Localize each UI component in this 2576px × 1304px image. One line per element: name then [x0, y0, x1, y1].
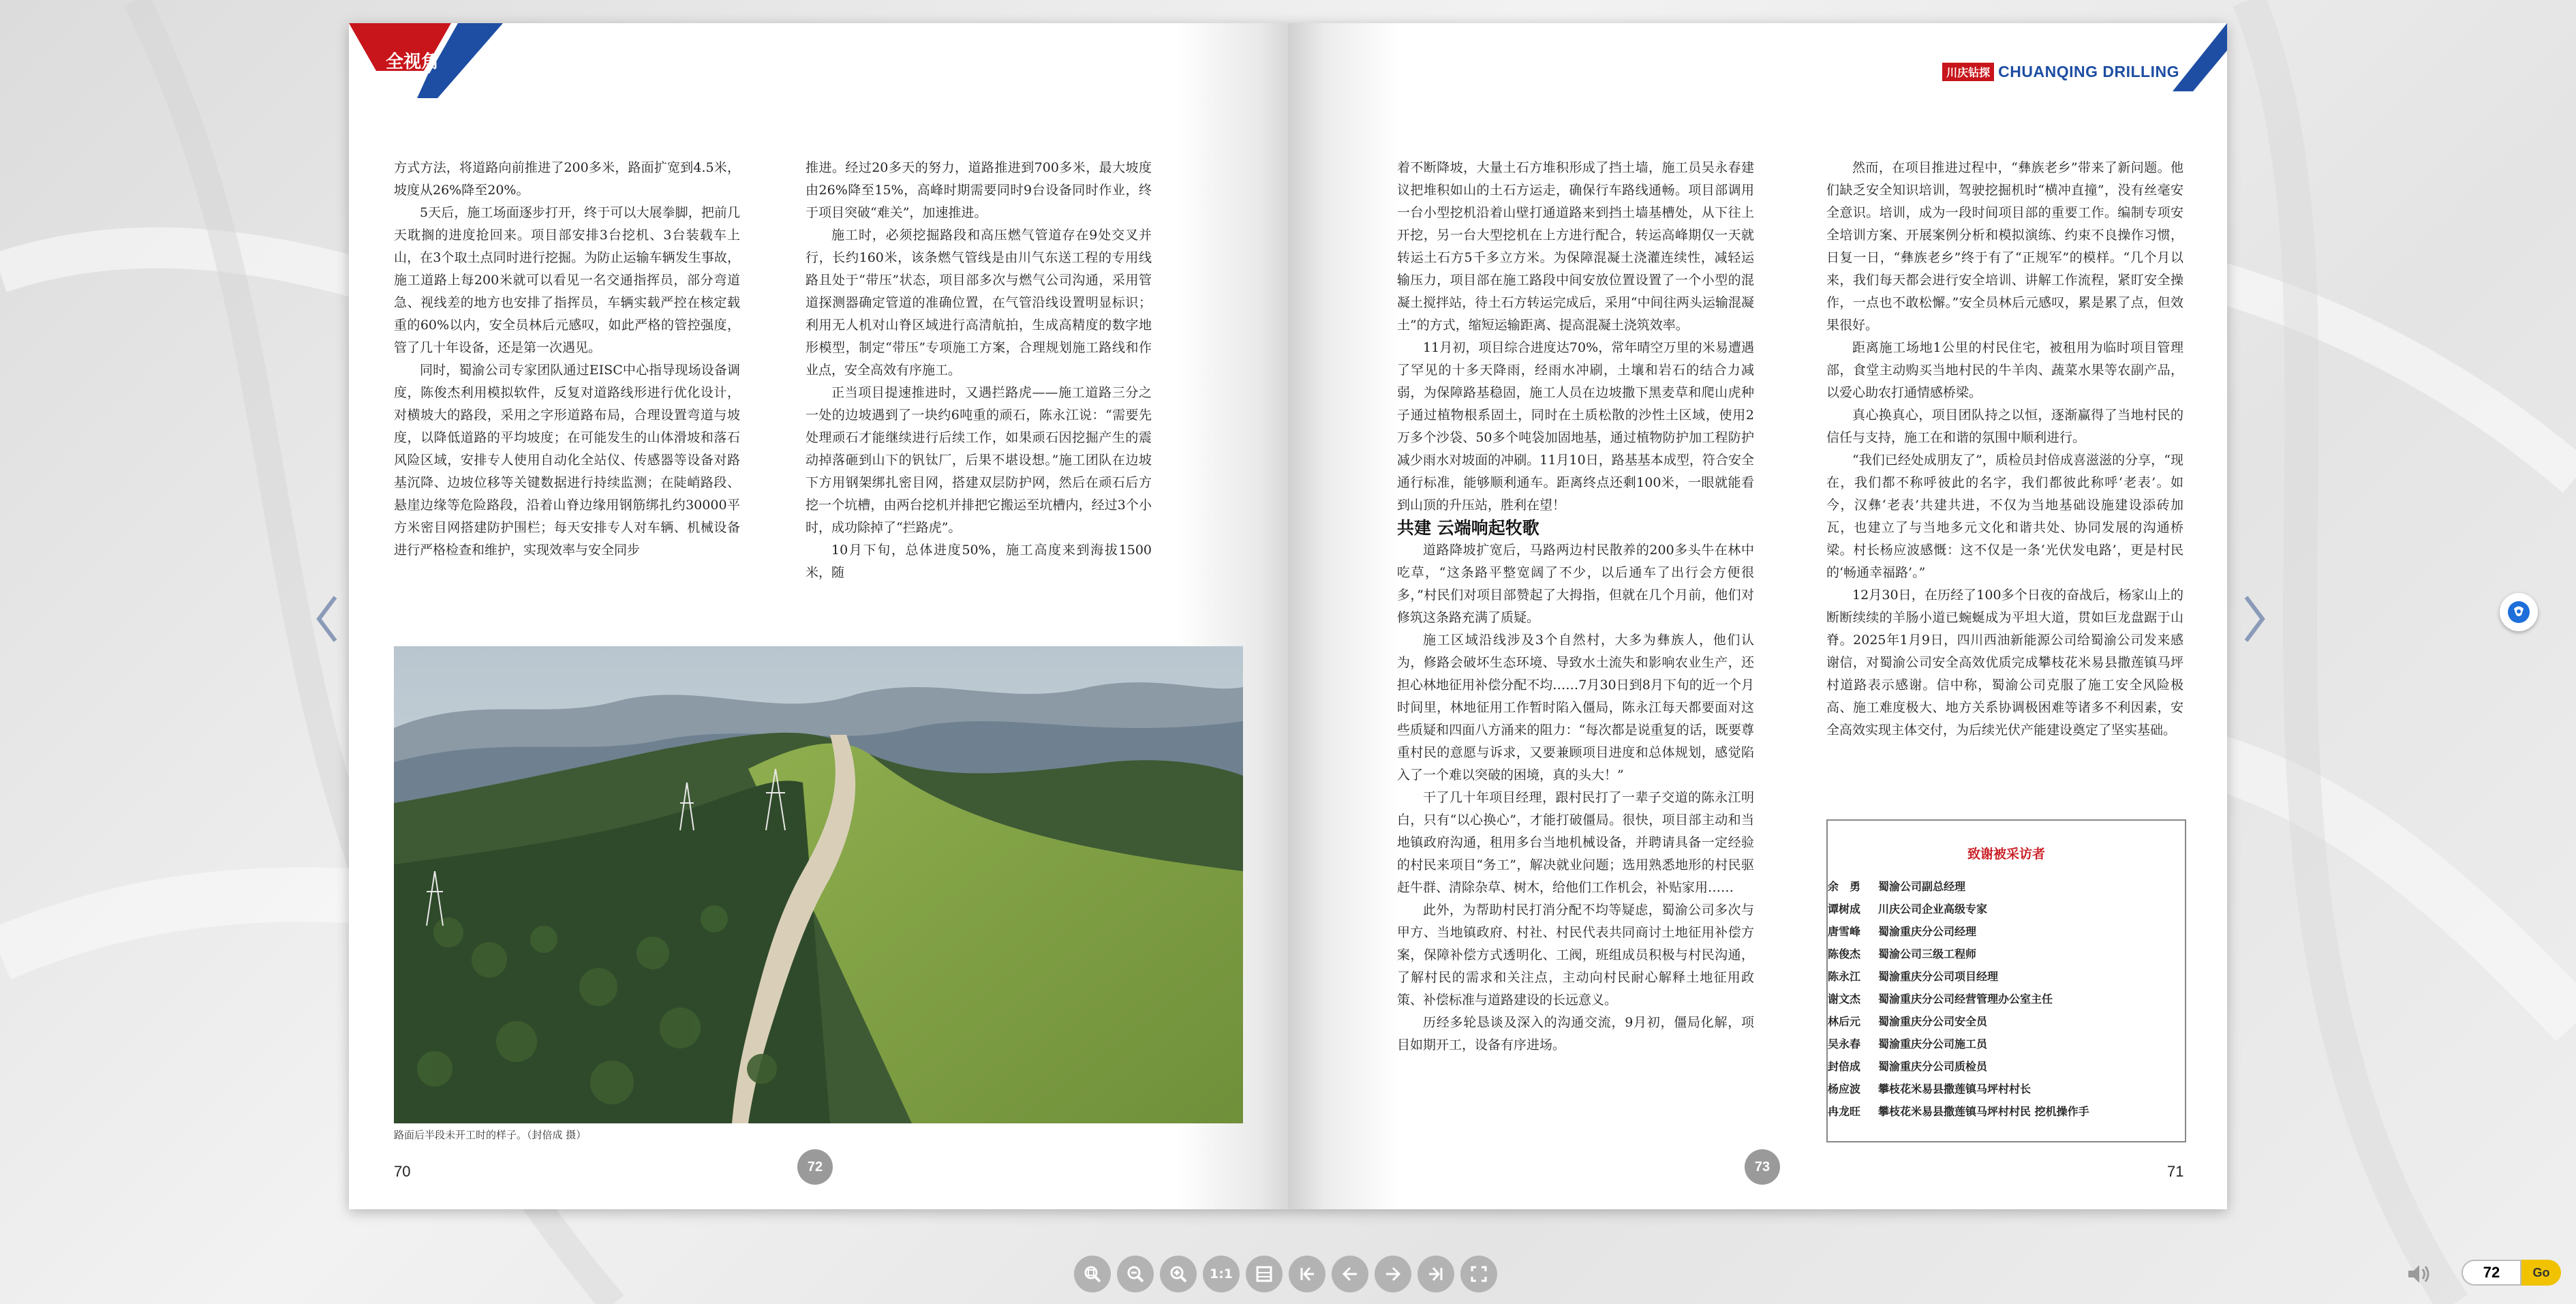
paragraph: 施工区域沿线涉及3个自然村，大多为彝族人，他们认为，修路会破坏生态环境、导致水土流失和影响农业生产，还担心林地征用补偿分配不均……7月30日到8月下旬的近一个月时间里，林地征用工作暂时陷入僵局，陈永江每天都要面对这些质疑和四面八方涌来的阻力：“每次都是说重复的话，既要尊重村民的意愿与诉求，又要兼顾项目进度和总体规划，感觉陷入了一个难以突破的困境，真的头大！” [1397, 633, 1754, 783]
zoom-in-icon[interactable] [1160, 1256, 1197, 1292]
first-page-icon[interactable] [1289, 1256, 1325, 1292]
interviewee-name: 封倍成 [1828, 1060, 1861, 1073]
interviewee-name: 谭树成 [1828, 903, 1861, 915]
interviewee-name: 陈俊杰 [1828, 947, 1861, 960]
page-badge: 73 [1745, 1149, 1780, 1185]
paragraph: 11月初，项目综合进度达70%，常年晴空万里的米易遭遇了罕见的十多天降雨，经雨水冲刷，土壤和岩石的结合力减弱，为保障路基稳固，施工人员在边坡撒下黑麦草和爬山虎种子通过植物根系固土，同时在土质松散的沙性土区域，使用2万多个沙袋、50多个吨袋加固地基，通过植物防护加工程防护减少雨水对坡面的冲刷。11月10日，路基基本成型，符合安全通行标准，能够顺利通车。距离终点还剩100米，一眼就能看到山顶的升压站，胜利在望！ [1397, 340, 1754, 513]
paragraph: “我们已经处成朋友了”，质检员封倍成喜滋滋的分享，“现在，我们都不称呼彼此的名字，我们都彼此称呼‘老表’。如今，汉彝‘老表’共建共进，不仅为当地基础设施建设添砖加瓦，也建立了与当地多元文化和谐共处、协同发展的沟通桥梁。村长杨应波感慨：这不仅是一条‘光伏发电路’，更是村民的‘畅通幸福路’。” [1826, 453, 2183, 580]
corner-decoration [2166, 23, 2227, 91]
interviewee-row [1828, 1100, 2185, 1123]
paragraph: 历经多轮恳谈及深入的沟通交流，9月初，僵局化解，项目如期开工，设备有序进场。 [1397, 1015, 1754, 1052]
photo-caption: 路面后半段未开工时的样子。（封倍成 摄） [394, 1129, 587, 1141]
interviewee-role: 攀枝花米易县撒莲镇马坪村村长 [1878, 1082, 2031, 1095]
viewer-toolbar [1074, 1256, 1497, 1292]
brand-cn-logo: 川庆钻探 [1942, 63, 1994, 81]
interviewee-role: 蜀渝重庆分公司经理 [1878, 925, 1977, 938]
interviewee-role: 蜀渝公司三级工程师 [1878, 947, 1977, 960]
zoom-out-icon[interactable] [1117, 1256, 1154, 1292]
paragraph: 此外，为帮助村民打消分配不均等疑虑，蜀渝公司多次与甲方、当地镇政府、村社、村民代表共同商讨土地征用补偿方案，保障补偿方式透明化、工阀，班组成员积极与村民沟通，了解村民的需求和关注点，主动向村民耐心解释土地征用政策、补偿标准与道路建设的长远意义。 [1397, 903, 1754, 1007]
interviewee-row [1828, 943, 2185, 965]
interviewee-row [1828, 875, 2185, 898]
assistant-float-icon[interactable] [2500, 593, 2538, 631]
paragraph: 然而，在项目推进过程中，“彝族老乡”带来了新问题。他们缺乏安全知识培训，驾驶挖掘机时“横冲直撞”，没有丝毫安全意识。培训，成为一段时间项目部的重要工作。编制专项安全培训方案、开展案例分析和模拟演练、约束不良操作习惯，日复一日，“彝族老乡”终于有了“正规军”的模样。“几个月以来，我们每天都会进行安全培训、讲解工作流程，紧盯安全操作，一点也不敢松懈。”安全员林后元感叹，累是累了点，但效果很好。 [1826, 160, 2183, 333]
interviewee-row [1828, 1078, 2185, 1100]
brand-header [1942, 63, 2179, 81]
brand-en-name: CHUANQING DRILLING [1998, 63, 2179, 80]
left-page[interactable] [349, 23, 1288, 1209]
mountain-road-photo [394, 646, 1243, 1123]
right-column-2 [1826, 157, 2183, 742]
interviewee-name: 冉龙旺 [1828, 1105, 1861, 1118]
zoom-fit-icon[interactable] [1074, 1256, 1111, 1292]
page-number: 70 [394, 1163, 411, 1180]
paragraph: 施工时，必须挖掘路段和高压燃气管道存在9处交叉并行，长约160米，该条燃气管线是由川气东送工程的专用线路且处于“带压”状态，项目部多次与燃气公司沟通，采用管道探测器确定管道的准确位置，在气管沿线设置明显标识；利用无人机对山脊区域进行高清航拍，生成高精度的数字地形模型，制定“带压”专项施工方案，合理规划施工路线和作业点，安全高效有序施工。 [806, 228, 1152, 378]
interviewee-role: 蜀渝重庆分公司项目经理 [1878, 970, 1999, 983]
next-page-arrow[interactable] [2241, 592, 2268, 646]
paragraph: 12月30日，在历经了100多个日夜的奋战后，杨家山上的断断续续的羊肠小道已蜿蜒成为平坦大道，贯如巨龙盘踞于山脊。2025年1月9日，四川西油新能源公司给蜀渝公司发来感谢信，对蜀渝公司安全高效优质完成攀枝花米易县撒莲镇马坪村道路表示感谢。信中称，蜀渝公司克服了施工安全风险极高、施工难度极大、地方关系协调极困难等诸多不利因素，安全高效实现主体交付，为后续光伏产能建设奠定了坚实基础。 [1826, 588, 2183, 738]
interviewee-role: 蜀渝重庆分公司施工员 [1878, 1037, 1988, 1050]
paragraph: 距离施工场地1公里的村民住宅，被租用为临时项目管理部，食堂主动购买当地村民的牛羊肉、蔬菜水果等农副产品，以爱心助农打通情感桥梁。 [1826, 340, 2183, 400]
page-number-input[interactable] [2462, 1260, 2521, 1286]
right-column-1 [1397, 157, 1754, 1057]
interviewee-role: 蜀渝重庆分公司质检员 [1878, 1060, 1988, 1073]
interviewee-name: 谢文杰 [1828, 992, 1861, 1005]
interviewee-name: 林后元 [1828, 1015, 1861, 1028]
paragraph: 干了几十年项目经理，跟村民打了一辈子交道的陈永江明白，只有“以心换心”，才能打破僵局。很快，项目部主动和当地镇政府沟通，租用多台当地机械设备，并聘请具备一定经验的村民来项目“务工”，解决就业问题；选用熟悉地形的村民驱赶牛群、清除杂草、树木，给他们工作机会，补贴家用…… [1397, 790, 1754, 895]
paragraph: 5天后，施工场面逐步打开，终于可以大展拳脚，把前几天耽搁的进度抢回来。项目部安排3台挖机、3台装载车上山，在3个取土点同时进行挖掘。为防止运输车辆发生事故，施工道路上每200米就可以看见一名交通指挥员，部分弯道急、视线差的地方也安排了指挥员，车辆实载严控在核定载重的60%以内，安全员林后元感叹，如此严格的管控强度，管了几十年设备，还是第一次遇见。 [394, 205, 740, 355]
last-page-icon[interactable] [1417, 1256, 1454, 1292]
fullscreen-icon[interactable] [1460, 1256, 1497, 1292]
paragraph: 正当项目提速推进时，又遇拦路虎——施工道路三分之一处的边坡遇到了一块约6吨重的顽石，陈永江说：“需要先处理顽石才能继续进行后续工作，如果顽石因挖掘产生的震动掉落砸到山下的钒钛厂，后果不堪设想。”施工团队在边坡下方用钢架绑扎密目网，搭建双层防护网，然后在顽石后方挖一个坑槽，由两台挖机并排把它搬运至坑槽内，经过3个小时，成功除掉了“拦路虎”。 [806, 385, 1152, 535]
interviewee-role: 蜀渝重庆分公司安全员 [1878, 1015, 1988, 1028]
paragraph: 同时，蜀渝公司专家团队通过EISC中心指导现场设备调度，陈俊杰利用模拟软件，反复对道路线形进行优化设计，对横坡大的路段，采用之字形道路布局，合理设置弯道与坡度，以降低道路的平均坡度；在可能发生的山体滑坡和落石风险区域，安排专人使用自动化全站仪、传感器等设备对路基沉降、边坡位移等关键数据进行持续监测；在陡峭路段、悬崖边缘等危险路段，沿着山脊边缘用钢筋绑扎约30000平方米密目网搭建防护围栏；每天安排专人对车辆、机械设备进行严格检查和维护，实现效率与安全同步 [394, 363, 740, 558]
interviewee-role: 蜀渝重庆分公司经营管理办公室主任 [1878, 992, 2053, 1005]
interviewee-role: 川庆公司企业高级专家 [1878, 903, 1988, 915]
interviewee-row [1828, 898, 2185, 920]
left-column-2 [806, 157, 1152, 584]
column-logo-text: 全视角 [386, 52, 440, 72]
section-heading: 共建 云端响起牧歌 [1397, 518, 1539, 538]
interviewee-name: 陈永江 [1828, 970, 1861, 983]
interviewee-thanks-box [1826, 819, 2186, 1142]
interviewee-list [1828, 875, 2185, 1123]
interviewee-row [1828, 965, 2185, 988]
go-button[interactable]: Go [2521, 1260, 2561, 1286]
interviewee-row [1828, 920, 2185, 943]
right-page[interactable] [1288, 23, 2227, 1209]
thumbnails-icon[interactable] [1246, 1256, 1283, 1292]
interviewee-row [1828, 1055, 2185, 1078]
left-column-1 [394, 157, 740, 562]
interviewee-role: 攀枝花米易县撒莲镇马坪村村民 挖机操作手 [1878, 1105, 2089, 1118]
next-page-icon[interactable] [1375, 1256, 1411, 1292]
paragraph: 10月下旬，总体进度50%，施工高度来到海拔1500米，随 [806, 543, 1152, 580]
paragraph: 着不断降坡，大量土石方堆积形成了挡土墙，施工员吴永春建议把堆积如山的土石方运走，确保行车路线通畅。项目部调用一台小型挖机沿着山壁打通道路来到挡土墙基槽处，从下往上开挖，另一台大型挖机在上方进行配合，转运高峰期仅一天就转运土石方5千多立方米。为保障混凝土浇灌连续性，减轻运输压力，项目部在施工路段中间安放位置设置了一个小型的混凝土搅拌站，待土石方转运完成后，采用“中间往两头运输混凝土”的方式，缩短运输距离、提高混凝土浇筑效率。 [1397, 160, 1754, 333]
page-number: 71 [2167, 1163, 2184, 1180]
interviewee-name: 唐雪峰 [1828, 925, 1861, 938]
interviewee-row [1828, 988, 2185, 1010]
magazine-spread [349, 23, 2227, 1209]
interviewee-role: 蜀渝公司副总经理 [1878, 880, 1966, 893]
sound-icon[interactable] [2406, 1262, 2433, 1286]
prev-page-arrow[interactable] [313, 592, 341, 646]
page-badge: 72 [797, 1149, 833, 1185]
page-jump [2462, 1260, 2561, 1286]
paragraph: 真心换真心，项目团队持之以恒，逐渐赢得了当地村民的信任与支持，施工在和谐的氛围中顺利进行。 [1826, 408, 2183, 445]
thanks-title: 致谢被采访者 [1967, 847, 2045, 862]
interviewee-row [1828, 1010, 2185, 1033]
prev-page-icon[interactable] [1332, 1256, 1368, 1292]
interviewee-row [1828, 1033, 2185, 1055]
paragraph: 推进。经过20多天的努力，道路推进到700多米，最大坡度由26%降至15%，高峰时期需要同时9台设备同时作业，终于项目突破“难关”，加速推进。 [806, 160, 1152, 220]
paragraph: 道路降坡扩宽后，马路两边村民散养的200多头牛在林中吃草，“这条路平整宽阔了不少，以后通车了出行会方便很多，”村民们对项目部赞起了大拇指，但就在几个月前，他们对修筑这条路充满了质疑。 [1397, 543, 1754, 625]
interviewee-name: 吴永春 [1828, 1037, 1861, 1050]
paragraph: 方式方法，将道路向前推进了200多米，路面扩宽到4.5米，坡度从26%降至20%。 [394, 160, 740, 198]
actual-size-button[interactable]: 1:1 [1203, 1256, 1240, 1292]
interviewee-name: 杨应波 [1828, 1082, 1861, 1095]
interviewee-name: 余 勇 [1828, 880, 1861, 893]
